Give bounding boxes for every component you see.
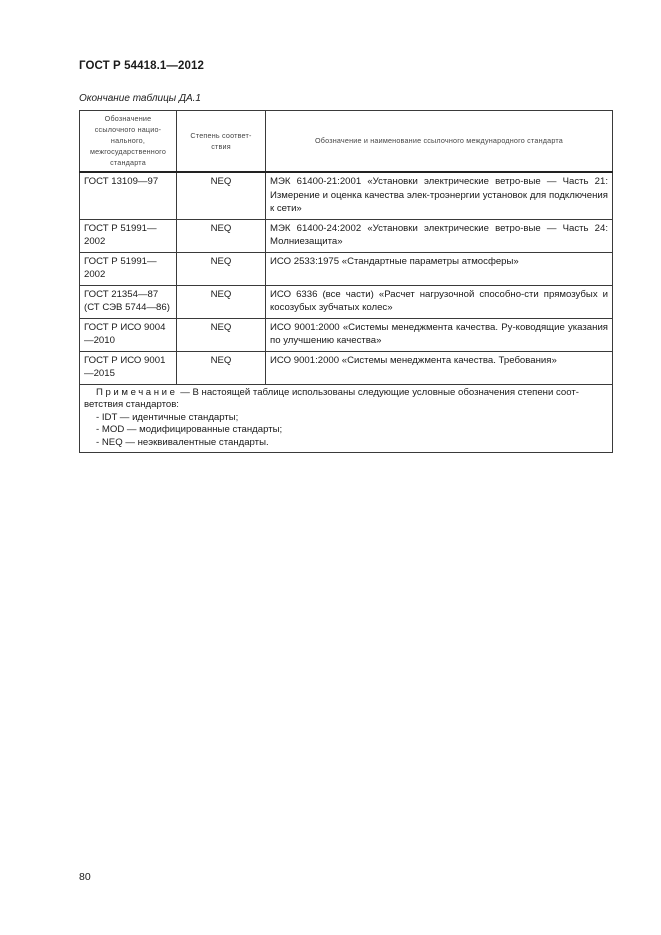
cell-international: МЭК 61400-24:2002 «Установки электрические ветро-вые — Часть 24: Молниезащита» bbox=[266, 219, 613, 252]
note-text: — В настоящей таблице использованы следующие условные обозначения степени соот-ветствия стандартов: bbox=[84, 386, 579, 410]
cell-national: ГОСТ 13109—97 bbox=[80, 172, 177, 219]
cell-degree: NEQ bbox=[177, 252, 266, 285]
cell-international: ИСО 6336 (все части) «Расчет нагрузочной способно-сти прямозубых и косозубых зубчатых колес» bbox=[266, 285, 613, 318]
table-row bbox=[80, 252, 613, 285]
header-international-standard: Обозначение и наименование ссылочного международного стандарта bbox=[266, 111, 613, 173]
table-row bbox=[80, 172, 613, 219]
table-header-row bbox=[80, 111, 613, 173]
cell-national: ГОСТ 21354—87 (СТ СЭВ 5744—86) bbox=[80, 285, 177, 318]
cell-national: ГОСТ Р 51991—2002 bbox=[80, 252, 177, 285]
note-item: - NEQ — неэквивалентные стандарты. bbox=[96, 436, 269, 448]
page-number: 80 bbox=[79, 871, 91, 883]
header-national-standard: Обозначение ссылочного нацио-нального, межгосударственного стандарта bbox=[80, 111, 177, 173]
table-note-row bbox=[80, 384, 613, 453]
table-row bbox=[80, 219, 613, 252]
cell-international: ИСО 9001:2000 «Системы менеджмента качества. Требования» bbox=[266, 351, 613, 384]
table-note bbox=[80, 384, 613, 453]
cell-international: МЭК 61400-21:2001 «Установки электрические ветро-вые — Часть 21: Измерение и оценка качества элек-троэнергии установок для подключения к сети» bbox=[266, 172, 613, 219]
document-header: ГОСТ Р 54418.1—2012 bbox=[79, 60, 204, 72]
cell-international: ИСО 9001:2000 «Системы менеджмента качества. Ру-ководящие указания по улучшению качества» bbox=[266, 318, 613, 351]
cell-degree: NEQ bbox=[177, 219, 266, 252]
cell-national: ГОСТ Р ИСО 9001—2015 bbox=[80, 351, 177, 384]
standards-table bbox=[79, 110, 613, 453]
note-item: - MOD — модифицированные стандарты; bbox=[96, 424, 283, 435]
cell-degree: NEQ bbox=[177, 285, 266, 318]
cell-national: ГОСТ Р 51991—2002 bbox=[80, 219, 177, 252]
table-row bbox=[80, 351, 613, 384]
table-row bbox=[80, 285, 613, 318]
cell-degree: NEQ bbox=[177, 172, 266, 219]
table-caption: Окончание таблицы ДА.1 bbox=[79, 93, 201, 104]
note-paragraph bbox=[84, 387, 608, 412]
cell-national: ГОСТ Р ИСО 9004—2010 bbox=[80, 318, 177, 351]
note-item: - IDT — идентичные стандарты; bbox=[96, 411, 239, 423]
note-title: Примечание bbox=[96, 386, 178, 398]
cell-international: ИСО 2533:1975 «Стандартные параметры атмосферы» bbox=[266, 252, 613, 285]
table-row bbox=[80, 318, 613, 351]
header-degree-of-conformity: Степень соответ-ствия bbox=[177, 111, 266, 173]
cell-degree: NEQ bbox=[177, 318, 266, 351]
cell-degree: NEQ bbox=[177, 351, 266, 384]
